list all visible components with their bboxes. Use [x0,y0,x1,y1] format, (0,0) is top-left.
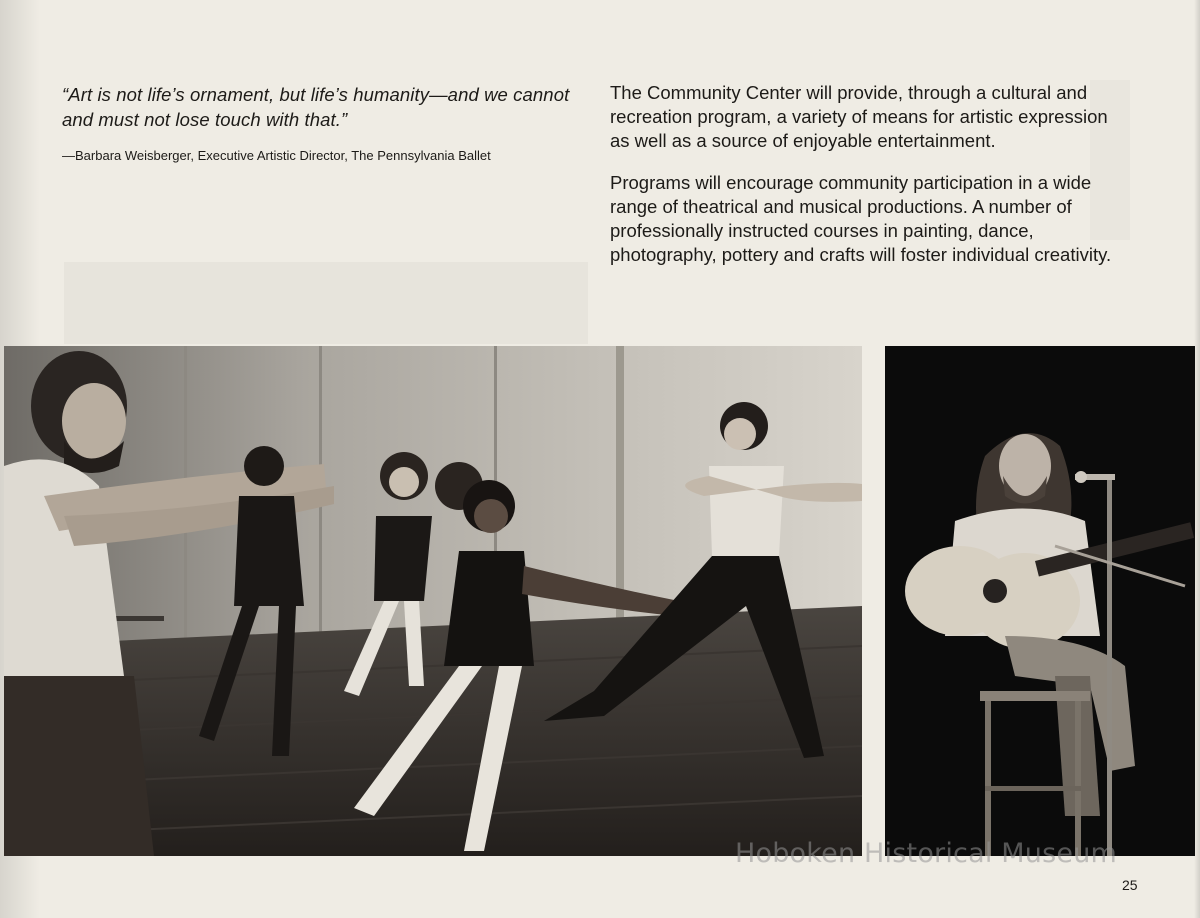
watermark: Hoboken Historical Museum [735,838,1118,869]
dance-class-illustration [4,346,862,856]
body-paragraph-2: Programs will encourage community participation in a wide range of theatrical and musical productions. A number of professionally instructed courses in painting, dance, photography, pottery and crafts will foster individual creativity. [610,172,1112,265]
quote-attribution: —Barbara Weisberger, Executive Artistic Director, The Pennsylvania Ballet [62,148,491,163]
pull-quote: “Art is not life’s ornament, but life’s humanity—and we cannot and must not lose touch with that.” [62,84,570,130]
guitarist-photo [885,346,1195,856]
guitarist-illustration [885,346,1195,856]
show-through-block [64,262,588,344]
dance-class-photo [4,346,862,856]
page-number: 25 [1122,877,1138,893]
body-paragraph-1: The Community Center will provide, through a cultural and recreation program, a variety of means for artistic expression as well as a source of enjoyable entertainment. [610,82,1108,151]
body-text [610,81,1130,267]
